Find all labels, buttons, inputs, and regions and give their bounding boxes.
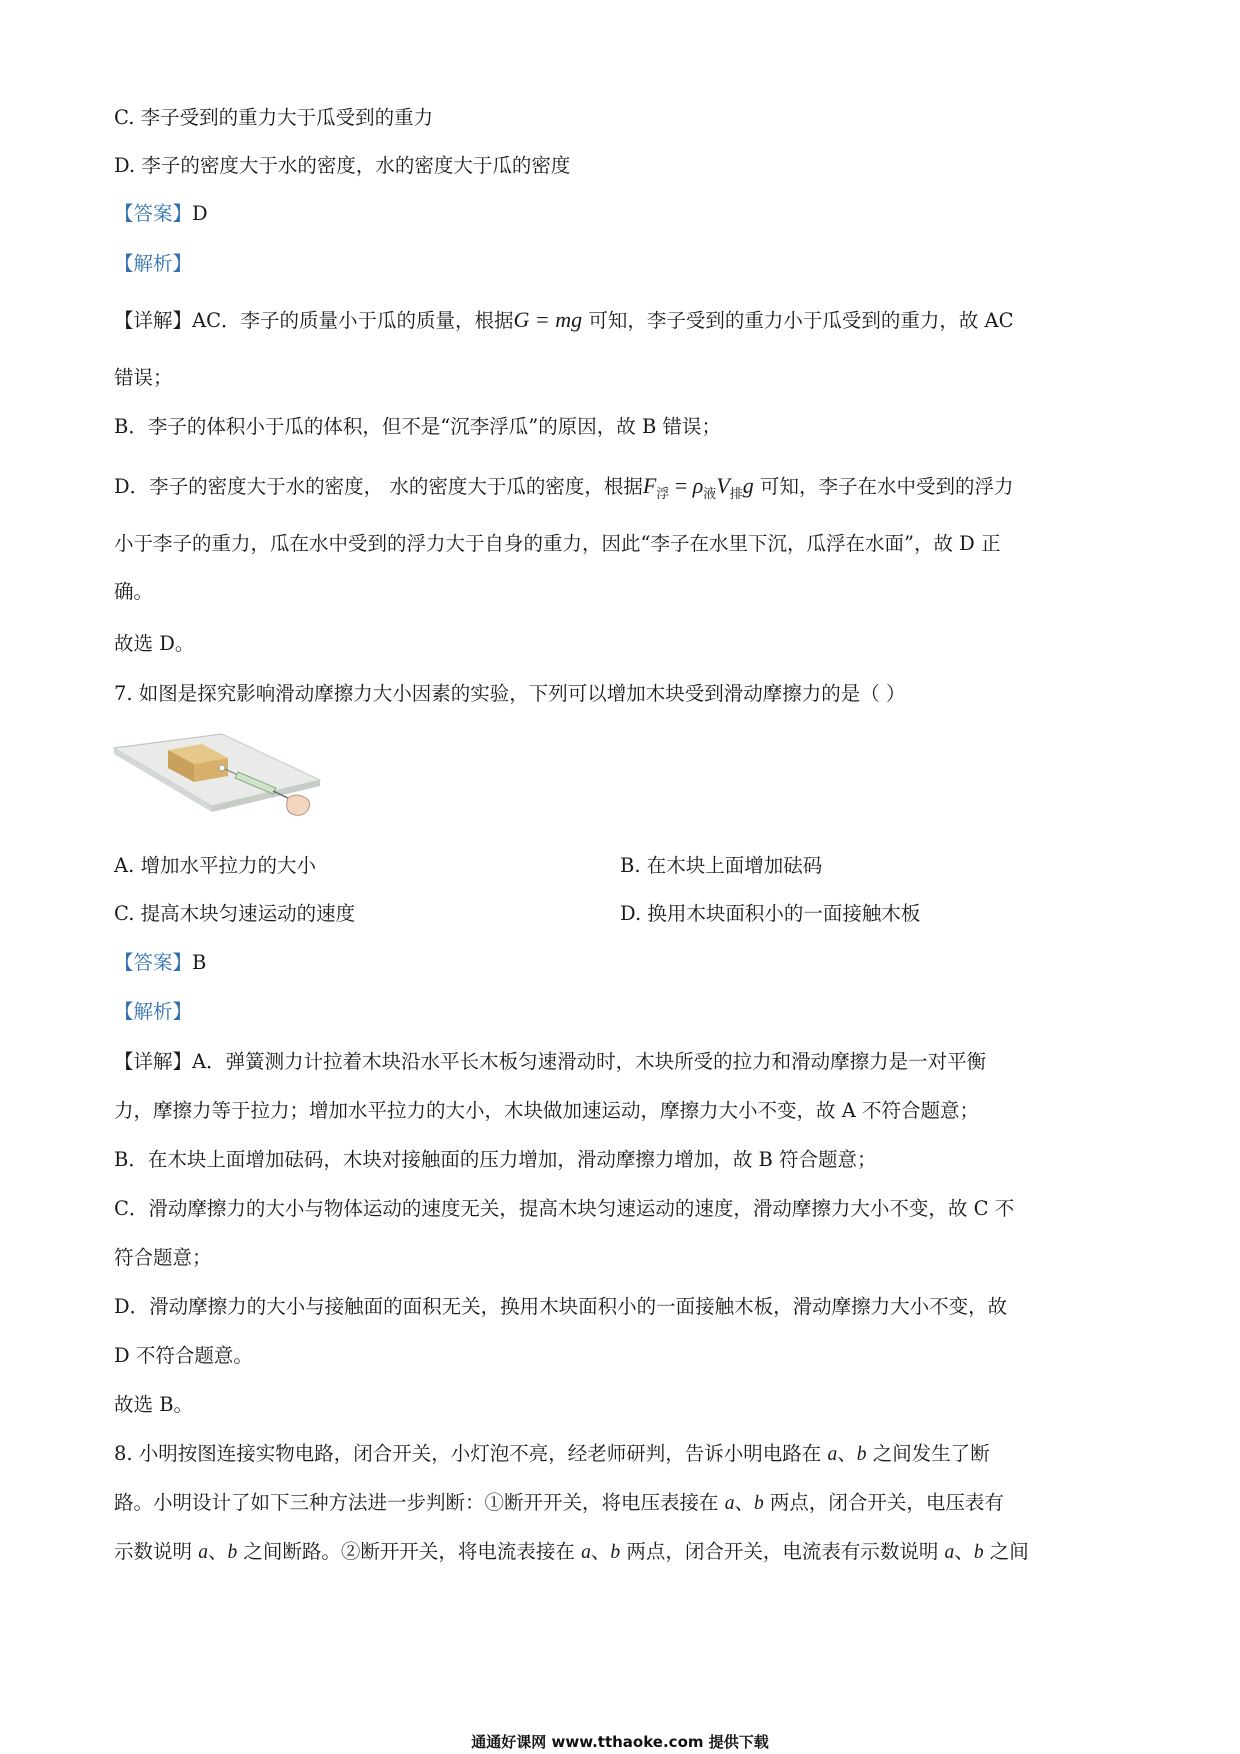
detail-a1-text: A．弹簧测力计拉着木块沿水平长木板匀速滑动时，木块所受的拉力和滑动摩擦力是一对平衡 [192,1050,987,1073]
q7-detail-c1: C．滑动摩擦力的大小与物体运动的速度无关，提高木块匀速运动的速度，滑动摩擦力大小不变，故 C 不 [114,1197,1015,1220]
q7-detail-a2: 力，摩擦力等于拉力；增加水平拉力的大小，木块做加速运动，摩擦力大小不变，故 A 不符合题意； [114,1099,979,1122]
separator: 、 [590,1540,611,1563]
detail-tag: 【详解】 [114,1050,193,1073]
formula-g-end: g [742,473,754,498]
var-a: a [198,1542,208,1563]
q6-analysis-tag: 【解析】 [114,252,193,275]
q6-detail-d-line3: 确。 [114,580,154,603]
separator: 、 [954,1540,974,1563]
q8-line3-a: 示数说明 [114,1540,199,1563]
var-a: a [827,1444,838,1465]
q6-conclusion: 故选 D。 [114,632,195,655]
q8-line2-a: 路。小明设计了如下三种方法进一步判断：①断开开关，将电压表接在 [114,1491,725,1514]
detail-ac-post: 可知，李子受到的重力小于瓜受到的重力，故 AC [588,309,1014,332]
detail-d-pre: D．李子的密度大于水的密度， 水的密度大于瓜的密度，根据 [114,475,643,498]
var-a: a [581,1542,591,1563]
q8-line3-c: 两点，闭合开关，电流表有示数说明 [620,1540,945,1563]
q8-line2-b: 两点，闭合开关，电压表有 [763,1491,1004,1514]
separator: 、 [837,1442,857,1465]
formula-buoyancy [642,473,754,501]
answer-value: D [192,202,208,225]
q7-option-a: A. 增加水平拉力的大小 [114,854,316,877]
var-b: b [753,1493,764,1514]
q6-option-d: D. 李子的密度大于水的密度，水的密度大于瓜的密度 [114,154,571,177]
q7-conclusion: 故选 B。 [114,1393,194,1416]
var-b: b [973,1542,984,1563]
q6-answer [114,200,208,228]
q7-detail-b: B．在木块上面增加砝码，木块对接触面的压力增加，滑动摩擦力增加，故 B 符合题意； [114,1148,877,1171]
hand-icon [287,795,310,815]
formula-eq: = [669,473,693,498]
detail-d-post: 可知，李子在水中受到的浮力 [759,475,1014,498]
detail-tag: 【详解】 [114,309,193,332]
var-a: a [724,1493,735,1514]
formula-v-sub: 排 [729,486,743,501]
q7-detail-a1 [114,1048,986,1076]
detail-ac-pre: AC．李子的质量小于瓜的质量，根据 [192,309,514,332]
q7-analysis-tag: 【解析】 [114,1000,193,1023]
q6-option-c: C. 李子受到的重力大于瓜受到的重力 [114,106,434,129]
q7-stem: 7. 如图是探究影响滑动摩擦力大小因素的实验，下列可以增加木块受到滑动摩擦力的是（ ） [114,682,906,705]
formula-rho: ρ [692,473,704,498]
answer-tag: 【答案】 [114,951,193,974]
page-footer: 通通好课网 www.tthaoke.com 提供下载 [471,1733,769,1751]
answer-tag: 【答案】 [114,202,193,225]
q6-detail-b: B．李子的体积小于瓜的体积，但不是“沉李浮瓜”的原因，故 B 错误； [114,415,721,438]
separator: 、 [207,1540,228,1563]
formula-rho-sub: 液 [703,486,717,501]
formula-f-sub: 浮 [656,486,670,501]
q7-option-c: C. 提高木块匀速运动的速度 [114,902,356,925]
q8-line3-d: 之间 [983,1540,1029,1563]
q8-line2 [114,1489,1004,1518]
answer-value: B [192,951,207,974]
q6-detail-ac [114,306,1014,335]
q7-detail-d2: D 不符合题意。 [114,1344,253,1367]
q8-line1-a: 8. 小明按图连接实物电路，闭合开关，小灯泡不亮，经老师研判，告诉小明电路在 [114,1442,828,1465]
q7-detail-c2: 符合题意； [114,1246,212,1269]
formula-v: V [716,473,730,498]
q8-line1-b: 之间发生了断 [866,1442,990,1465]
q8-line1 [114,1440,990,1469]
q7-option-b: B. 在木块上面增加砝码 [620,854,823,877]
friction-experiment-figure [112,728,322,824]
q6-detail-d-line2: 小于李子的重力，瓜在水中受到的浮力大于自身的重力，因此“李子在水里下沉，瓜浮在水面”，故 D 正 [114,532,1001,555]
q7-option-d: D. 换用木块面积小的一面接触木板 [620,902,921,925]
q6-detail-ac-cont: 错误； [114,366,173,389]
q7-detail-d1: D．滑动摩擦力的大小与接触面的面积无关，换用木块面积小的一面接触木板，滑动摩擦力大小不变，故 [114,1295,1008,1318]
var-b: b [856,1444,867,1465]
var-b: b [610,1542,621,1563]
separator: 、 [734,1491,754,1514]
q6-detail-d [114,472,1014,508]
formula-f: F [642,473,657,498]
formula-g-mg: G = mg [513,307,583,332]
q8-line3 [114,1538,1029,1567]
q8-line3-b: 之间断路。②断开开关，将电流表接在 [237,1540,582,1563]
q7-answer [114,949,206,977]
var-b: b [227,1542,238,1563]
var-a: a [944,1542,955,1563]
